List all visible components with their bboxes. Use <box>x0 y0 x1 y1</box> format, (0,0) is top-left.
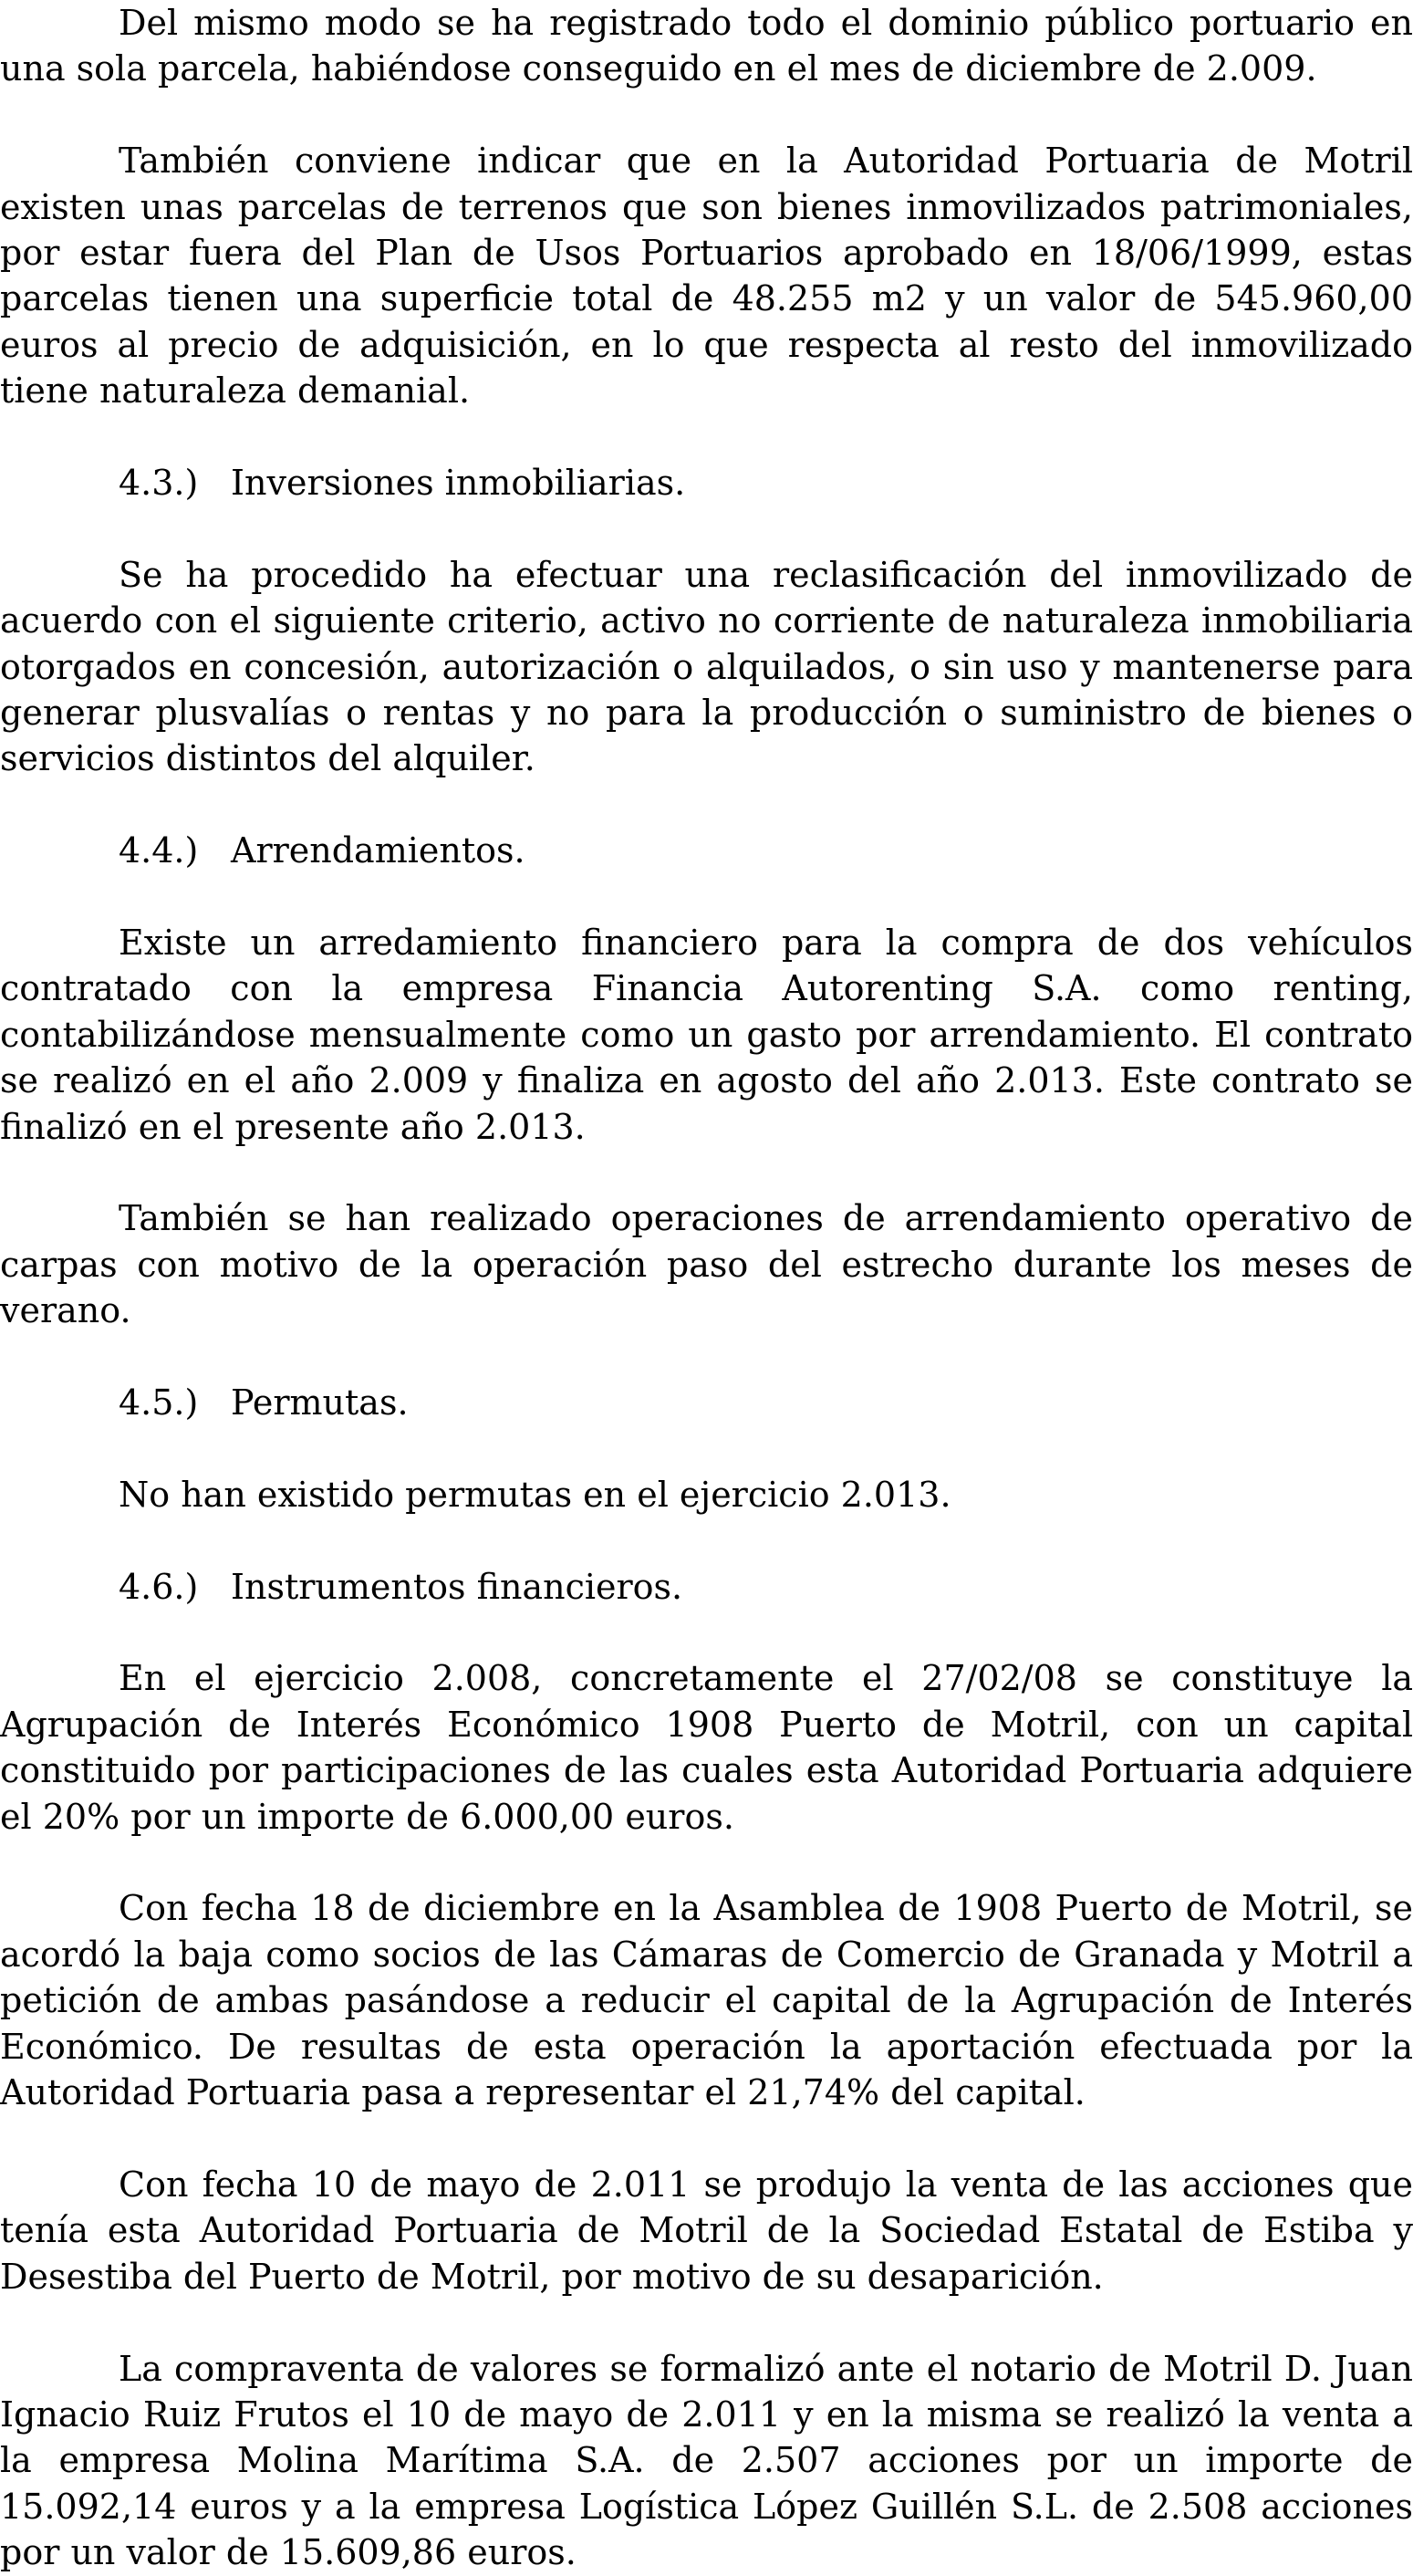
section-title: Arrendamientos. <box>231 830 525 871</box>
section-heading <box>0 828 1413 873</box>
paragraph: En el ejercicio 2.008, concretamente el 27/02/08 se constituye la Agrupación de Interés Económico 1908 Puerto de Motril, con un capital constituido por participaciones de las cuales esta Autoridad Portuaria adquiere el 20% por un importe de 6.000,00 euros. <box>0 1658 1413 1837</box>
paragraph: Del mismo modo se ha registrado todo el dominio público portuario en una sola parcela, habiéndose conseguido en el mes de diciembre de 2.009. <box>0 3 1413 89</box>
section-heading <box>0 1564 1413 1610</box>
section-title: Instrumentos financieros. <box>231 1566 683 1607</box>
section-number: 4.4.) <box>119 830 199 871</box>
paragraph: También conviene indicar que en la Autoridad Portuaria de Motril existen unas parcelas de terrenos que son bienes inmovilizados patrimoniales, por estar fuera del Plan de Usos Portuarios aprobado en 18/06/1999, estas parcelas tienen una superficie total de 48.255 m2 y un valor de 545.960,00 euros al precio de adquisición, en lo que respecta al resto del inmovilizado tiene naturaleza demanial. <box>0 141 1413 412</box>
section-title: Inversiones inmobiliarias. <box>231 463 686 504</box>
paragraph-gap <box>0 1610 1413 1655</box>
paragraph-gap <box>0 2116 1413 2162</box>
paragraph-gap <box>0 1334 1413 1380</box>
paragraph: La compraventa de valores se formalizó ante el notario de Motril D. Juan Ignacio Ruiz Frutos el 10 de mayo de 2.011 y en la misma se realizó la venta a la empresa Molina Marítima S.A. de 2.507 acciones por un importe de 15.092,14 euros y a la empresa Logística López Guillén S.L. de 2.508 acciones por un valor de 15.609,86 euros. <box>0 2348 1413 2573</box>
paragraph: No han existido permutas en el ejercicio 2.013. <box>119 1474 951 1515</box>
paragraph: Con fecha 10 de mayo de 2.011 se produjo la venta de las acciones que tenía esta Autoridad Portuaria de Motril de la Sociedad Estatal de Estiba y Desestiba del Puerto de Motril, por motivo de su desaparición. <box>0 2164 1413 2297</box>
paragraph-gap <box>0 2300 1413 2345</box>
paragraph-gap <box>0 1517 1413 1563</box>
section-number: 4.5.) <box>119 1382 199 1424</box>
section-number: 4.3.) <box>119 463 199 504</box>
paragraph-gap <box>0 1425 1413 1471</box>
paragraph: Se ha procedido ha efectuar una reclasificación del inmovilizado de acuerdo con el siguiente criterio, activo no corriente de naturaleza inmobiliaria otorgados en concesión, autorización o alquilados, o sin uso y mantenerse para generar plusvalías o rentas y no para la producción o suministro de bienes o servicios distintos del alquiler. <box>0 554 1413 779</box>
paragraph-gap <box>0 506 1413 551</box>
paragraph-gap <box>0 782 1413 828</box>
paragraph-gap <box>0 874 1413 920</box>
section-heading <box>0 460 1413 506</box>
section-title: Permutas. <box>231 1382 409 1424</box>
paragraph-gap <box>0 92 1413 138</box>
paragraph-gap <box>0 1840 1413 1885</box>
paragraph: Con fecha 18 de diciembre en la Asamblea de 1908 Puerto de Motril, se acordó la baja como socios de las Cámaras de Comercio de Granada y Motril a petición de ambas pasándose a reducir el capital de la Agrupación de Interés Económico. De resultas de esta operación la aportación efectuada por la Autoridad Portuaria pasa a representar el 21,74% del capital. <box>0 1888 1413 2113</box>
paragraph: También se han realizado operaciones de arrendamiento operativo de carpas con motivo de la operación paso del estrecho durante los meses de verano. <box>0 1198 1413 1331</box>
paragraph-gap <box>0 414 1413 460</box>
paragraph: Existe un arredamiento financiero para la compra de dos vehículos contratado con la empresa Financia Autorenting S.A. como renting, contabilizándose mensualmente como un gasto por arrendamiento. El contrato se realizó en el año 2.009 y finaliza en agosto del año 2.013. Este contrato se finalizó en el presente año 2.013. <box>0 923 1413 1147</box>
paragraph-gap <box>0 1150 1413 1195</box>
section-number: 4.6.) <box>119 1566 199 1607</box>
section-heading <box>0 1380 1413 1425</box>
